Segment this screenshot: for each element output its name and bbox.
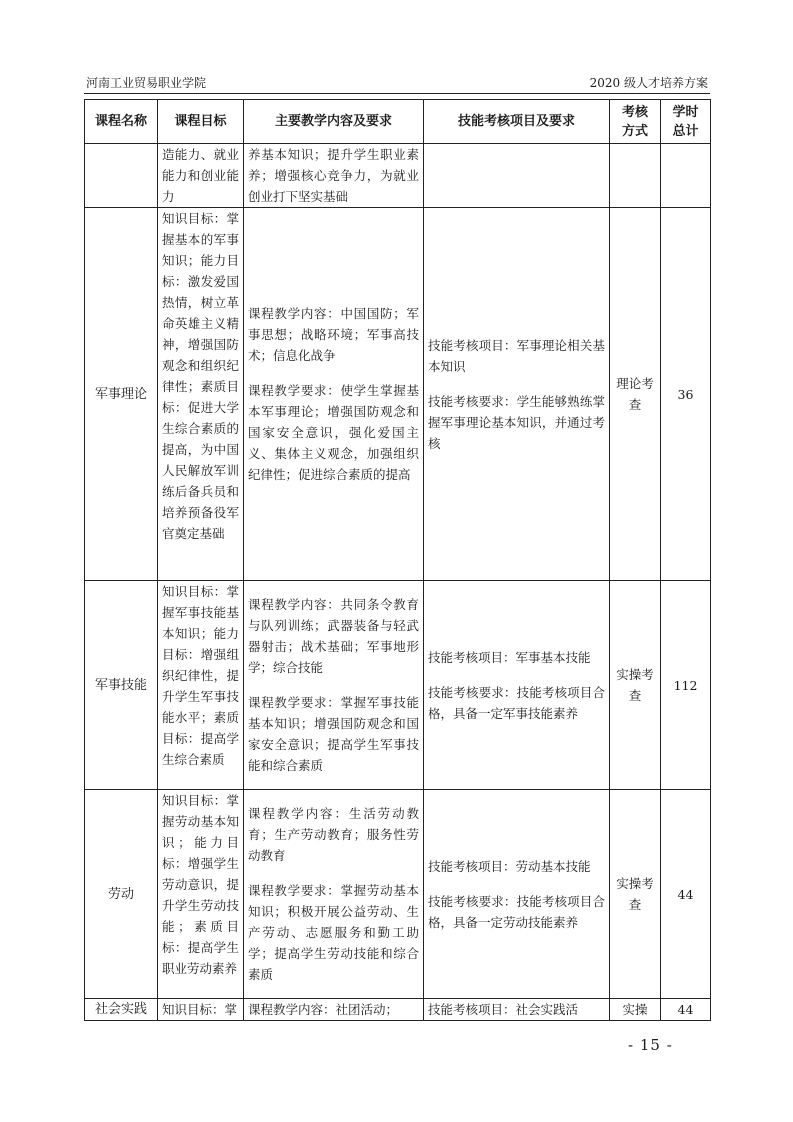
course-name: 军事理论 <box>85 208 158 581</box>
teaching-content <box>244 999 424 1021</box>
table-header-row <box>85 100 711 144</box>
course-goal: 造能力、就业能力和创业能力 <box>158 144 244 208</box>
page-number: - 15 - <box>628 1036 673 1054</box>
skill-exam-requirement: 技能考核要求：技能考核项目合格，具备一定军事技能素养 <box>428 684 605 721</box>
col-header-skill-exam: 技能考核项目及要求 <box>424 100 610 144</box>
col-header-course-name: 课程名称 <box>85 100 158 144</box>
teaching-content <box>244 208 424 581</box>
skill-exam-requirement: 技能考核要求：技能考核项目合格，具备一定劳动技能素养 <box>428 893 605 930</box>
col-header-total-hours: 学时 总计 <box>661 100 711 144</box>
teaching-content <box>244 581 424 790</box>
header-institution: 河南工业贸易职业学院 <box>86 76 207 90</box>
exam-method: 实操考查 <box>610 790 661 999</box>
skill-exam <box>424 581 610 790</box>
skill-exam-item: 技能考核项目：军事基本技能 <box>428 649 591 665</box>
course-name <box>85 144 158 208</box>
skill-exam-item: 技能考核项目：劳动基本技能 <box>428 858 591 874</box>
course-goal: 知识目标：掌握军事技能基本知识；能力目标：增强组织纪律性，提升学生军事技能水平；素质目标：提高学生综合素质 <box>158 581 244 790</box>
teaching-content-text: 课程教学内容：中国国防；军事思想；战略环境；军事高技术；信息化战争 <box>248 306 419 363</box>
curriculum-table <box>84 99 711 1021</box>
teaching-content-text: 课程教学内容：生活劳动教育；生产劳动教育；服务性劳动教育 <box>248 806 419 863</box>
course-name: 劳动 <box>85 790 158 999</box>
total-hours: 112 <box>661 581 711 790</box>
course-name: 社会实践 <box>85 999 158 1021</box>
table-row <box>85 999 711 1021</box>
total-hours <box>661 144 711 208</box>
total-hours: 44 <box>661 790 711 999</box>
teaching-content <box>244 790 424 999</box>
table-row <box>85 208 711 581</box>
skill-exam-requirement: 技能考核要求：学生能够熟练掌握军事理论基本知识，并通过考核 <box>428 393 605 451</box>
course-name: 军事技能 <box>85 581 158 790</box>
skill-exam-item: 技能考核项目：军事理论相关基本知识 <box>428 337 605 374</box>
table-row <box>85 144 711 208</box>
course-goal: 知识目标：掌 <box>158 999 244 1021</box>
col-header-exam-method: 考核 方式 <box>610 100 661 144</box>
skill-exam <box>424 999 610 1021</box>
exam-method: 实操 <box>610 999 661 1021</box>
skill-exam-item: 技能考核项目：社会实践活 <box>428 1002 579 1017</box>
teaching-content-text: 课程教学内容：社团活动； <box>248 1002 399 1017</box>
total-hours: 44 <box>661 999 711 1021</box>
page-header <box>84 74 710 92</box>
course-goal: 知识目标：掌握基本的军事知识；能力目标：激发爱国热情，树立革命英雄主义精神，增强国防观念和组织纪律性；素质目标：促进大学生综合素质的提高，为中国人民解放军训练后备兵员和培养预备役军官奠定基础 <box>158 208 244 581</box>
col-header-course-goal: 课程目标 <box>158 100 244 144</box>
table-row <box>85 790 711 999</box>
teaching-content-text: 课程教学内容：共同条令教育与队列训练；武器装备与轻武器射击；战术基础；军事地形学；综合技能 <box>248 597 419 675</box>
exam-method: 理论考查 <box>610 208 661 581</box>
table-row <box>85 581 711 790</box>
skill-exam <box>424 790 610 999</box>
header-rule <box>84 93 710 94</box>
teaching-requirement-text: 课程教学要求：掌握劳动基本知识；积极开展公益劳动、生产劳动、志愿服务和勤工助学；提高学生劳动技能和综合素质 <box>248 883 419 982</box>
course-goal: 知识目标：掌握劳动基本知识；能力目标：增强学生劳动意识，提升学生劳动技能；素质目标：提高学生职业劳动素养 <box>158 790 244 999</box>
teaching-content: 养基本知识；提升学生职业素养；增强核心竞争力，为就业创业打下坚实基础 <box>244 144 424 208</box>
total-hours: 36 <box>661 208 711 581</box>
header-document-title: 2020 级人才培养方案 <box>589 76 708 90</box>
teaching-requirement-text: 课程教学要求：使学生掌握基本军事理论；增强国防观念和国家安全意识，强化爱国主义、集体主义观念，加强组织纪律性；促进综合素质的提高 <box>248 383 419 482</box>
exam-method: 实操考查 <box>610 581 661 790</box>
exam-method <box>610 144 661 208</box>
skill-exam <box>424 208 610 581</box>
skill-exam <box>424 144 610 208</box>
col-header-teaching-content: 主要教学内容及要求 <box>244 100 424 144</box>
teaching-requirement-text: 课程教学要求：掌握军事技能基本知识；增强国防观念和国家安全意识；提高学生军事技能和综合素质 <box>248 695 419 773</box>
